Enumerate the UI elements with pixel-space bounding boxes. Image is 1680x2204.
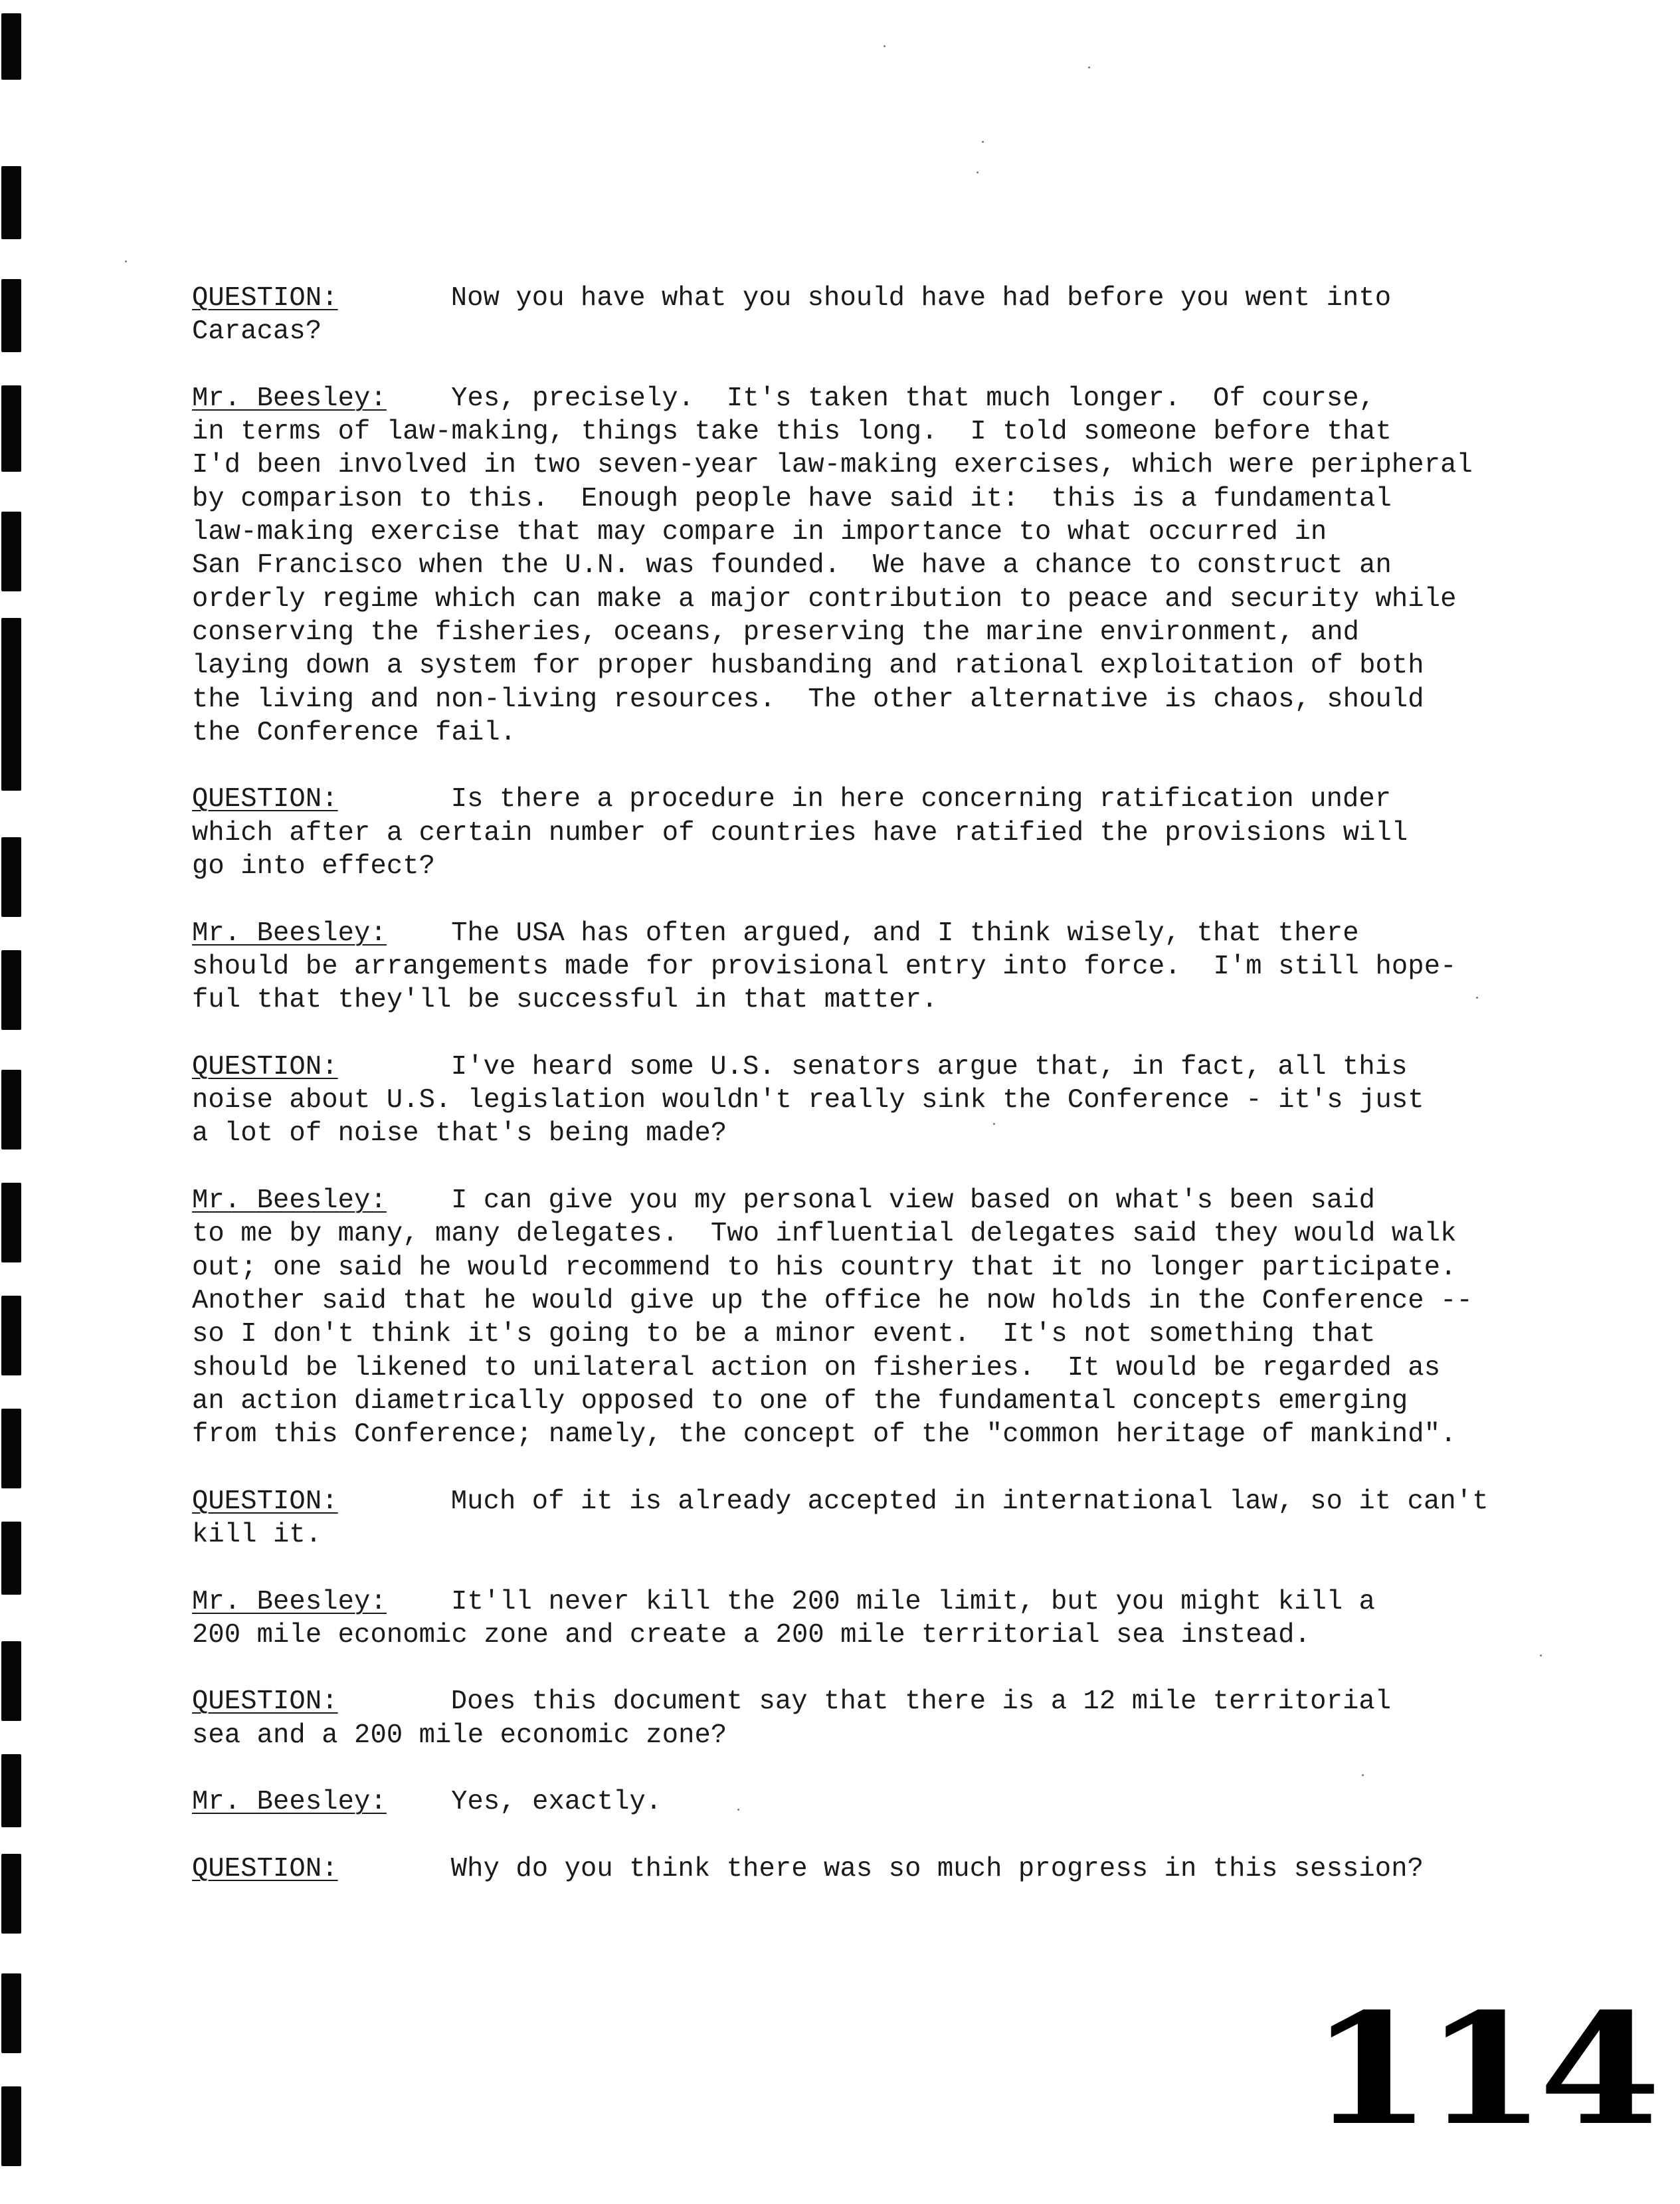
transcript-entry (192, 1585, 1547, 1653)
punch-hole (1, 512, 21, 591)
punch-hole (1, 385, 21, 472)
punch-hole (1, 837, 21, 917)
transcript-entry (192, 1785, 1547, 1819)
first-line-text: I've heard some U.S. senators argue that, in fact, all this (450, 1051, 1408, 1082)
scan-speck (737, 1809, 739, 1811)
scan-speck (1088, 66, 1090, 68)
punch-hole (1, 279, 21, 352)
transcript-entry (192, 1051, 1547, 1151)
first-line-text: Much of it is already accepted in international law, so it can't (450, 1486, 1489, 1517)
continuation-text: in terms of law-making, things take this long. I told someone before that I'd been involved in two seven-year law-making exercises, which were peripheral by comparison to this. Enough people have said it: this is a fundamental law-making exercise that may compare in importance to what occurred in San Francisco when the U.N. was founded. We have a chance to construct an orderly regime which can make a major contribution to peace and security while conserving the fisheries, oceans, preserving the marine environment, and laying down a system for proper husbanding and rational exploitation of both the living and non-living resources. The other alternative is chaos, should the Conference fail. (192, 417, 1473, 748)
continuation-text: kill it. (192, 1519, 322, 1550)
transcript-entry (192, 917, 1547, 1017)
first-line-text: Why do you think there was so much progress in this session? (450, 1853, 1424, 1884)
punch-hole (1, 166, 21, 239)
continuation-text: Caracas? (192, 316, 322, 348)
transcript (192, 282, 1547, 1920)
transcript-entry (192, 1685, 1547, 1752)
first-line-text: I can give you my personal view based on what's been said (451, 1185, 1376, 1217)
punch-hole (1, 1973, 21, 2053)
transcript-entry (192, 1184, 1547, 1451)
transcript-entry (192, 783, 1547, 883)
scan-speck (1362, 1774, 1364, 1776)
punch-hole (1, 1296, 21, 1375)
first-line-text: Now you have what you should have had before you went into (450, 283, 1392, 314)
speaker-label: Mr. Beesley: (192, 918, 387, 949)
punch-hole (1, 13, 21, 80)
scan-speck (977, 171, 979, 173)
punch-hole-strip (0, 0, 27, 2204)
speaker-label: QUESTION: (192, 784, 338, 815)
speaker-label: QUESTION: (192, 283, 338, 314)
first-line-text: Is there a procedure in here concerning ratification under (450, 784, 1392, 815)
punch-hole (1, 1641, 21, 1721)
speaker-label: Mr. Beesley: (192, 1787, 387, 1818)
speaker-label: QUESTION: (192, 1853, 338, 1884)
first-line-text: Does this document say that there is a 12 mile territorial (450, 1686, 1392, 1718)
scan-speck (125, 260, 127, 262)
continuation-text: sea and a 200 mile economic zone? (192, 1720, 727, 1751)
scan-speck (993, 1123, 995, 1125)
punch-hole (1, 2086, 21, 2166)
first-line-text: The USA has often argued, and I think wisely, that there (451, 918, 1359, 949)
transcript-entry (192, 282, 1547, 349)
continuation-text: which after a certain number of countries have ratified the provisions will go into effect? (192, 817, 1408, 882)
continuation-text: should be arrangements made for provisional entry into force. I'm still hope- ful that they'll be successful in that matter. (192, 951, 1457, 1016)
first-line-text: Yes, precisely. It's taken that much longer. Of course, (451, 383, 1376, 414)
punch-hole (1, 1854, 21, 1934)
punch-hole (1, 711, 21, 791)
speaker-label: QUESTION: (192, 1486, 338, 1517)
first-line-text: Yes, exactly. (451, 1787, 662, 1818)
speaker-label: Mr. Beesley: (192, 1586, 387, 1617)
speaker-label: Mr. Beesley: (192, 383, 387, 414)
first-line-text: It'll never kill the 200 mile limit, but you might kill a (451, 1586, 1376, 1617)
speaker-label: Mr. Beesley: (192, 1185, 387, 1217)
punch-hole (1, 1754, 21, 1827)
transcript-entry (192, 382, 1547, 750)
punch-hole (1, 618, 21, 718)
scan-speck (1540, 1654, 1542, 1656)
speaker-label: QUESTION: (192, 1051, 338, 1082)
transcript-entry (192, 1485, 1547, 1552)
scan-speck (884, 45, 886, 47)
transcript-entry (192, 1853, 1547, 1886)
punch-hole (1, 1070, 21, 1150)
continuation-text: 200 mile economic zone and create a 200 mile territorial sea instead. (192, 1619, 1311, 1651)
scan-speck (982, 141, 984, 143)
continuation-text: noise about U.S. legislation wouldn't really sink the Conference - it's just a lot of noise that's being made? (192, 1085, 1424, 1150)
punch-hole (1, 1522, 21, 1595)
punch-hole (1, 1183, 21, 1262)
punch-hole (1, 950, 21, 1030)
page-number: 114 (1309, 1980, 1653, 2159)
scan-speck (1476, 997, 1478, 999)
speaker-label: QUESTION: (192, 1686, 338, 1718)
continuation-text: to me by many, many delegates. Two influential delegates said they would walk out; one said he would recommend to his country that it no longer participate. Another said that he would give up the office he now holds in the Conference -- so I don't think it's going to be a minor event. It's not something that should be likened to unilateral action on fisheries. It would be regarded as an action diametrically opposed to one of the fundamental concepts emerging from this Conference; namely, the concept of the "common heritage of mankind". (192, 1219, 1473, 1451)
punch-hole (1, 1409, 21, 1488)
